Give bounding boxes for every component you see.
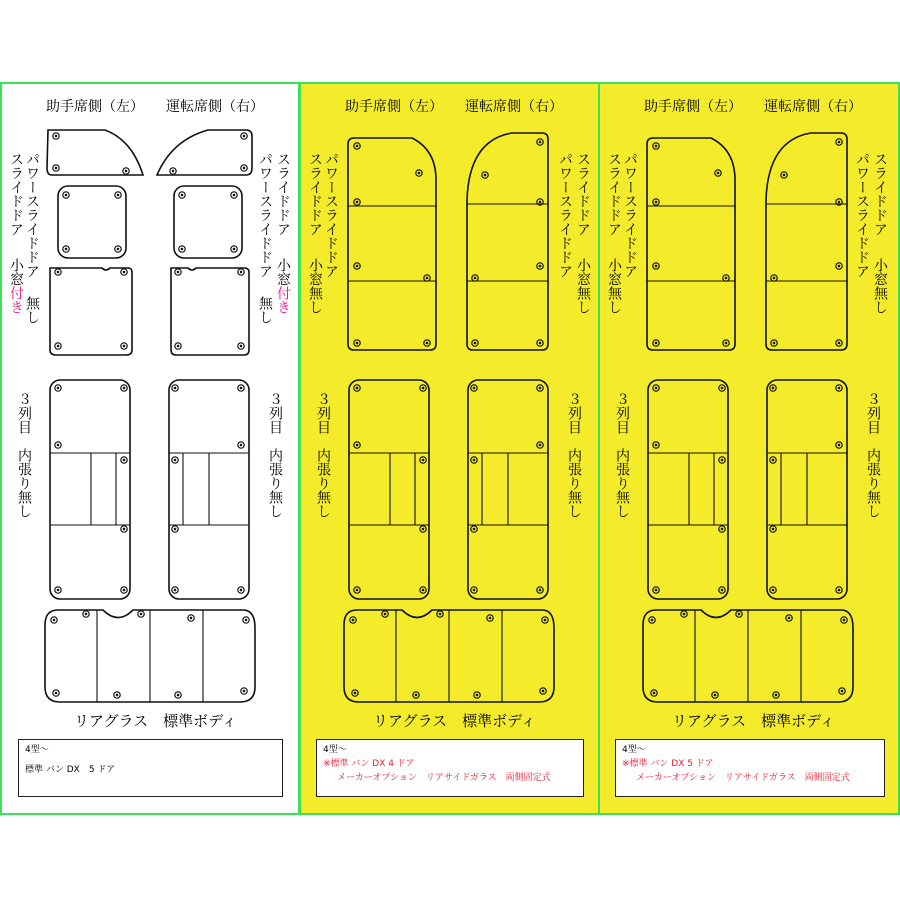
rear-glass-label: リアグラス 標準ボディ [672, 712, 835, 730]
snap-fastener-icon [356, 265, 358, 267]
tall-window-right [766, 133, 847, 350]
snap-fastener-icon [57, 345, 59, 347]
snap-fastener-icon [181, 194, 183, 196]
snap-fastener-icon [85, 613, 87, 615]
left-slide-label: スライドドア [307, 152, 323, 236]
snap-fastener-icon [356, 342, 358, 344]
snap-fastener-icon [240, 345, 242, 347]
snap-fastener-icon [772, 589, 774, 591]
snap-fastener-icon [240, 589, 242, 591]
snap-fastener-icon [655, 342, 657, 344]
right-window-none-label: 小窓無し [575, 258, 591, 314]
snap-fastener-icon [838, 589, 840, 591]
header-right-label: 運転席側（右） [465, 99, 563, 115]
left-power-slide-label: パワースライドドア [622, 152, 638, 278]
snap-fastener-icon [772, 459, 774, 461]
rear-glass-label: リアグラス 標準ボディ [373, 712, 536, 730]
panel-1-header [46, 96, 264, 116]
snap-fastener-icon [473, 387, 475, 389]
third-row-window-left [349, 380, 429, 599]
snap-fastener-icon [539, 265, 541, 267]
note-model: 4型～ [622, 745, 646, 755]
snap-fastener-icon [356, 589, 358, 591]
rear-glass-label: リアグラス 標準ボディ [74, 712, 237, 730]
snap-fastener-icon [539, 444, 541, 446]
snap-fastener-icon [181, 248, 183, 250]
right-window-none-label: 無し [257, 296, 273, 324]
snap-fastener-icon [539, 141, 541, 143]
snap-fastener-icon [123, 345, 125, 347]
snap-fastener-icon [838, 141, 840, 143]
snap-fastener-icon [177, 271, 179, 273]
snap-fastener-icon [174, 459, 176, 461]
snap-fastener-icon [233, 194, 235, 196]
snap-fastener-icon [356, 145, 358, 147]
snap-fastener-icon [243, 690, 245, 692]
header-left-label: 助手席側（左） [345, 99, 443, 115]
snap-fastener-icon [418, 172, 420, 174]
snap-fastener-icon [57, 589, 59, 591]
left-slide-label: スライドドア [8, 152, 24, 236]
snap-fastener-icon [773, 342, 775, 344]
right-slide-label: スライドドア [275, 152, 291, 236]
snap-fastener-icon [542, 690, 544, 692]
snap-fastener-icon [725, 342, 727, 344]
snap-fastener-icon [476, 694, 478, 696]
right-power-slide-label: パワースライドドア [257, 152, 273, 278]
window-text: 小窓 [275, 258, 291, 286]
snap-fastener-icon [140, 613, 142, 615]
snap-fastener-icon [174, 589, 176, 591]
snap-fastener-icon [174, 387, 176, 389]
snap-fastener-icon [838, 201, 840, 203]
snap-fastener-icon [240, 387, 242, 389]
snap-fastener-icon [539, 201, 541, 203]
snap-fastener-icon [422, 589, 424, 591]
snap-fastener-icon [489, 617, 491, 619]
third-row-window-left [50, 380, 130, 599]
right-power-slide-label: パワースライドドア [854, 152, 870, 278]
tall-window-right [467, 133, 548, 350]
snap-fastener-icon [725, 277, 727, 279]
snap-fastener-icon [539, 589, 541, 591]
snap-fastener-icon [117, 194, 119, 196]
panel-3-header [644, 96, 862, 116]
snap-fastener-icon [177, 345, 179, 347]
header-left-label: 助手席側（左） [46, 99, 144, 115]
snap-fastener-icon [721, 528, 723, 530]
snap-fastener-icon [772, 528, 774, 530]
snap-fastener-icon [243, 135, 245, 137]
snap-fastener-icon [655, 387, 657, 389]
snap-fastener-icon [55, 167, 57, 169]
snap-fastener-icon [838, 444, 840, 446]
window-with-text: 付き [8, 286, 24, 314]
left-slide-label: スライドドア [606, 152, 622, 236]
snap-fastener-icon [57, 444, 59, 446]
third-row-left-label: ３列目 内張り無し [16, 392, 32, 518]
snap-fastener-icon [721, 459, 723, 461]
panel-3-note [615, 739, 885, 797]
slide-window-left [50, 268, 132, 355]
snap-fastener-icon [683, 613, 685, 615]
third-row-right-label: ３列目 内張り無し [865, 392, 881, 518]
snap-fastener-icon [352, 619, 354, 621]
header-left-label: 助手席側（左） [644, 99, 742, 115]
snap-fastener-icon [717, 172, 719, 174]
snap-fastener-icon [473, 528, 475, 530]
snap-fastener-icon [190, 617, 192, 619]
snap-fastener-icon [422, 459, 424, 461]
left-power-slide-label: パワースライドドア [24, 152, 40, 278]
snap-fastener-icon [653, 692, 655, 694]
snap-fastener-icon [245, 619, 247, 621]
left-power-slide-label: パワースライドドア [323, 152, 339, 278]
snap-fastener-icon [123, 459, 125, 461]
snap-fastener-icon [123, 387, 125, 389]
left-window-none-label: 無し [24, 296, 40, 324]
snap-fastener-icon [655, 201, 657, 203]
snap-fastener-icon [474, 342, 476, 344]
snap-fastener-icon [426, 277, 428, 279]
note-option: メーカーオプション リアサイドガラス 両側固定式 [636, 773, 850, 783]
snap-fastener-icon [57, 387, 59, 389]
panel-1-note [18, 739, 283, 797]
note-model: 4型～ [25, 745, 49, 755]
third-row-right-label: ３列目 内張り無し [566, 392, 582, 518]
note-variant: ※標準 バン DX 5 ドア [622, 759, 714, 769]
snap-fastener-icon [354, 692, 356, 694]
third-row-left-label: ３列目 内張り無し [614, 392, 630, 518]
snap-fastener-icon [57, 271, 59, 273]
snap-fastener-icon [123, 271, 125, 273]
snap-fastener-icon [788, 617, 790, 619]
snap-fastener-icon [473, 459, 475, 461]
snap-fastener-icon [123, 589, 125, 591]
snap-fastener-icon [838, 265, 840, 267]
snap-fastener-icon [174, 528, 176, 530]
snap-fastener-icon [655, 145, 657, 147]
right-window-label [275, 258, 290, 314]
snap-fastener-icon [651, 619, 653, 621]
third-row-right-label: ３列目 内張り無し [267, 392, 283, 518]
snap-fastener-icon [539, 342, 541, 344]
tall-window-left [647, 138, 735, 350]
snap-fastener-icon [384, 613, 386, 615]
snap-fastener-icon [539, 387, 541, 389]
snap-fastener-icon [233, 248, 235, 250]
snap-fastener-icon [473, 589, 475, 591]
note-model: 4型～ [323, 745, 347, 755]
left-window-none-label: 小窓無し [307, 258, 323, 314]
snap-fastener-icon [838, 387, 840, 389]
snap-fastener-icon [484, 174, 486, 176]
snap-fastener-icon [655, 589, 657, 591]
snap-fastener-icon [772, 387, 774, 389]
snap-fastener-icon [356, 387, 358, 389]
snap-fastener-icon [65, 248, 67, 250]
left-window-none-label: 小窓無し [606, 258, 622, 314]
note-variant: ※標準 バン DX 4 ドア [323, 759, 415, 769]
snap-fastener-icon [439, 613, 441, 615]
snap-fastener-icon [356, 201, 358, 203]
snap-fastener-icon [655, 265, 657, 267]
note-variant: 標準 バン DX 5 ドア [25, 765, 116, 775]
panel-2-header [345, 96, 563, 116]
snap-fastener-icon [125, 170, 127, 172]
header-right-label: 運転席側（右） [166, 99, 264, 115]
snap-fastener-icon [53, 619, 55, 621]
snap-fastener-icon [775, 694, 777, 696]
snap-fastener-icon [655, 444, 657, 446]
tall-window-left [348, 138, 436, 350]
snap-fastener-icon [55, 135, 57, 137]
snap-fastener-icon [422, 528, 424, 530]
right-slide-label: スライドドア [872, 152, 888, 236]
right-window-none-label: 小窓無し [872, 258, 888, 314]
note-option: メーカーオプション リアサイドガラス 両側固定式 [337, 773, 551, 783]
snap-fastener-icon [240, 444, 242, 446]
snap-fastener-icon [721, 589, 723, 591]
right-slide-label: スライドドア [575, 152, 591, 236]
window-text: 小窓 [8, 258, 24, 286]
snap-fastener-icon [356, 444, 358, 446]
snap-fastener-icon [843, 619, 845, 621]
snap-fastener-icon [474, 277, 476, 279]
snap-fastener-icon [783, 174, 785, 176]
window-with-text: 付き [275, 286, 291, 314]
snap-fastener-icon [773, 277, 775, 279]
right-power-slide-label: パワースライドドア [557, 152, 573, 278]
snap-fastener-icon [177, 694, 179, 696]
snap-fastener-icon [422, 387, 424, 389]
snap-fastener-icon [841, 690, 843, 692]
third-row-left-label: ３列目 内張り無し [315, 392, 331, 518]
snap-fastener-icon [714, 694, 716, 696]
snap-fastener-icon [426, 342, 428, 344]
panel-2-note [316, 739, 584, 797]
third-row-window-left [648, 380, 728, 599]
snap-fastener-icon [116, 694, 118, 696]
left-window-label [8, 258, 23, 314]
header-right-label: 運転席側（右） [764, 99, 862, 115]
snap-fastener-icon [172, 170, 174, 172]
snap-fastener-icon [55, 692, 57, 694]
snap-fastener-icon [415, 694, 417, 696]
snap-fastener-icon [65, 194, 67, 196]
snap-fastener-icon [117, 248, 119, 250]
snap-fastener-icon [721, 387, 723, 389]
snap-fastener-icon [240, 271, 242, 273]
slide-window-right [171, 268, 249, 355]
snap-fastener-icon [123, 528, 125, 530]
snap-fastener-icon [243, 167, 245, 169]
snap-fastener-icon [738, 613, 740, 615]
snap-fastener-icon [544, 619, 546, 621]
snap-fastener-icon [838, 342, 840, 344]
